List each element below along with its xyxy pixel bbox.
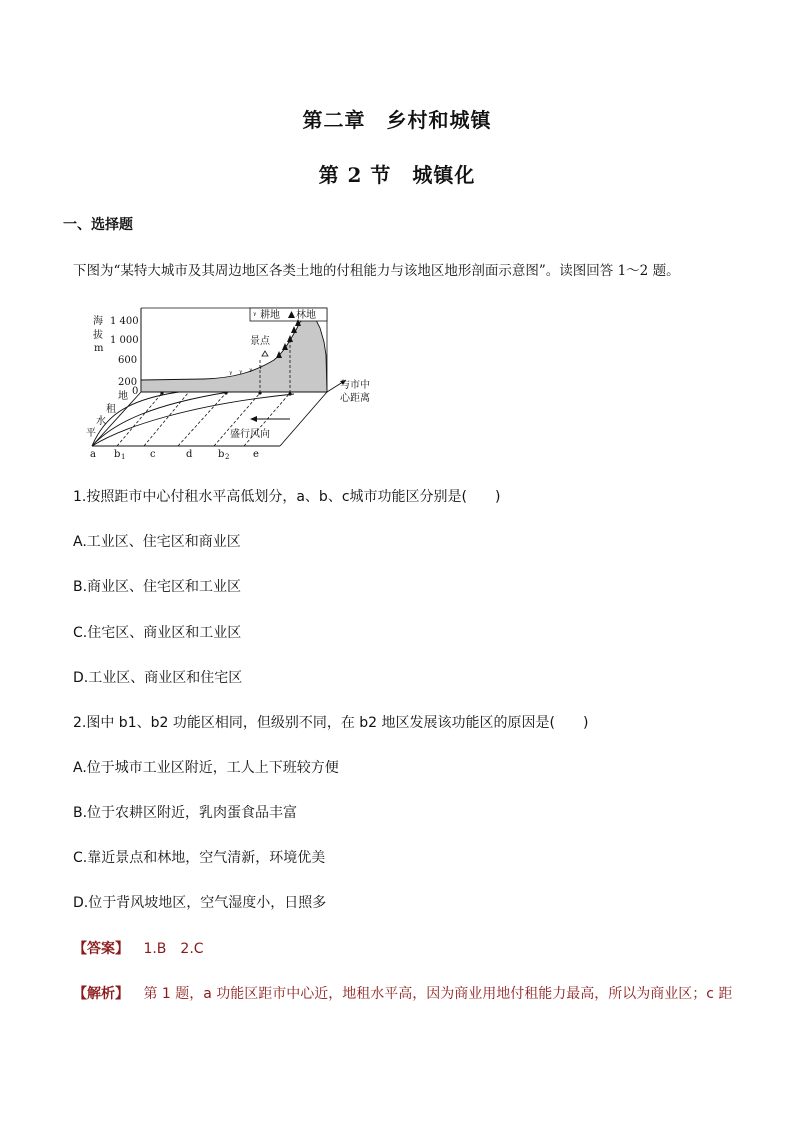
q1-option-b: B.商业区、住宅区和工业区 (73, 579, 242, 595)
zone-b1: b (114, 449, 121, 460)
zone-d: d (186, 449, 193, 460)
zone-e: e (253, 449, 259, 460)
intro-text: 下图为“某特大城市及其周边地区各类土地的付租能力与该地区地形剖面示意图”。读图回答 1～2 题。 (73, 263, 680, 279)
x-axis-label-2: 心距离 (340, 393, 370, 404)
y-tick-0: 0 (132, 386, 139, 397)
analysis-text: 第 1 题，a 功能区距市中心近，地租水平高，因为商业用地付租能力最高，所以为商业区；c 距 (143, 986, 733, 1002)
zone-c: c (150, 449, 156, 460)
section-title: 第 2 节 城镇化 (318, 163, 476, 187)
rent-label-4: 平 (86, 428, 96, 439)
scenic-icon (262, 351, 268, 356)
wind-arrowhead (250, 416, 257, 422)
zone-b2: b (218, 449, 225, 460)
farmland-mark: ᵞ (229, 370, 233, 380)
y-tick-600: 600 (118, 355, 138, 366)
q2-option-b: B.位于农耕区附近，乳肉蛋食品丰富 (73, 805, 298, 821)
terrain-rent-figure (84, 300, 374, 460)
zone-b1-sub: 1 (121, 453, 126, 460)
curve-node (224, 391, 227, 394)
rent-label-1: 地 (118, 391, 128, 402)
y-axis-label-1: 海 (93, 316, 103, 327)
question-2-stem: 2.图中 b1、b2 功能区相同，但级别不同，在 b2 地区发展该功能区的原因是( ) (73, 715, 589, 731)
rent-label-2: 租 (106, 404, 116, 415)
zone-b2-sub: 2 (225, 453, 230, 460)
curve-node (160, 391, 163, 394)
terrain-profile (141, 315, 327, 392)
q1-option-a: A.工业区、住宅区和商业区 (73, 534, 241, 550)
q2-option-a: A.位于城市工业区附近，工人上下班较方便 (73, 760, 339, 776)
analysis-line (73, 983, 733, 1003)
scenic-label: 景点 (250, 336, 270, 347)
answer-line (73, 938, 204, 958)
y-axis-label-3: m (94, 343, 104, 354)
zone-a: a (90, 449, 96, 460)
curve-node (258, 391, 261, 394)
question-1-stem: 1.按照距市中心付租水平高低划分，a、b、c城市功能区分别是( ) (73, 489, 501, 505)
q2-option-d: D.位于背风坡地区，空气湿度小，日照多 (73, 895, 327, 911)
analysis-label: 【解析】 (73, 986, 129, 1002)
q1-option-d: D.工业区、商业区和住宅区 (73, 670, 243, 686)
legend-farmland-label: 耕地 (260, 310, 280, 321)
rent-label-3: 水 (96, 416, 106, 427)
legend-forest-label: 林地 (296, 310, 316, 321)
q1-option-c: C.住宅区、商业区和工业区 (73, 625, 242, 641)
farmland-mark: ᵞ (239, 369, 243, 379)
farmland-mark: ᵞ (259, 364, 263, 374)
farmland-mark: ᵞ (249, 367, 253, 377)
farmland-legend-icon: ᵞ (253, 311, 257, 321)
zone-divider (144, 393, 188, 446)
y-axis-label-2: 拔 (93, 330, 103, 341)
x-axis-label-1: 与市中 (340, 380, 370, 391)
q2-option-c: C.靠近景点和林地，空气清新，环境优美 (73, 850, 326, 866)
y-tick-1000: 1 000 (110, 335, 139, 346)
part-heading: 一、选择题 (63, 217, 133, 233)
rent-curve-2 (92, 392, 229, 446)
answer-text: 1.B 2.C (143, 941, 204, 957)
wind-label: 盛行风向 (230, 429, 270, 440)
answer-label: 【答案】 (73, 941, 129, 957)
curve-node (288, 392, 291, 395)
y-tick-200: 200 (118, 377, 138, 388)
chapter-title: 第二章 乡村和城镇 (302, 108, 492, 132)
y-tick-1400: 1 400 (110, 316, 139, 327)
